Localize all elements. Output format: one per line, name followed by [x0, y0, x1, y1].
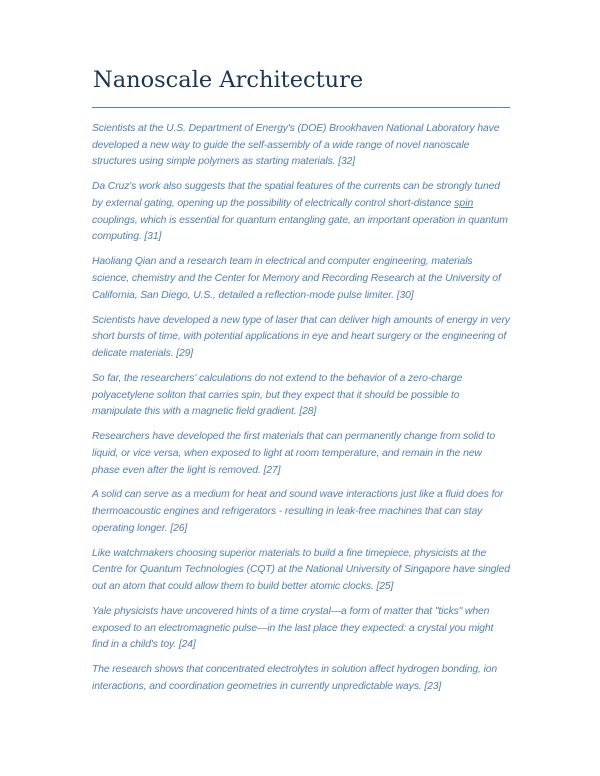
paragraph-25: [92, 546, 510, 596]
paragraph-text: Scientists have developed a new type of laser that can deliver high amounts of energy in very short bursts of time, with potential applications in eye and heart surgery or the engineering of delicate materials. [29]: [92, 314, 510, 359]
paragraph-30: [92, 254, 510, 304]
article-body: [92, 121, 510, 704]
paragraph-27: [92, 429, 510, 479]
paragraph-text-after-link: couplings, which is essential for quantum entangling gate, an important operation in quantum computing. [31]: [92, 214, 508, 243]
paragraph-text: Researchers have developed the first materials that can permanently change from solid to liquid, or vice versa, when exposed to light at room temperature, and remain in the new phase even after the light is removed. [27]: [92, 431, 495, 476]
paragraph-text: Like watchmakers choosing superior materials to build a fine timepiece, physicists at the Centre for Quantum Technologies (CQT) at the National University of Singapore have singled out an atom that could allow them to build better atomic clocks. [25]: [92, 547, 510, 593]
paragraph-text: Haoliang Qian and a research team in electrical and computer engineering, materials science, chemistry and the Center for Memory and Recording Research at the University of California, San Diego, U.S., detailed a reflection-mode pulse limiter. [30]: [92, 256, 501, 301]
spin-link[interactable]: spin: [454, 198, 474, 209]
paragraph-28: [92, 371, 510, 421]
paragraph-text: The research shows that concentrated electrolytes in solution affect hydrogen bonding, ion interactions, and coordination geometries in currently unpredictable ways. [23]: [92, 664, 498, 693]
paragraph-31: [92, 179, 510, 246]
paragraph-text-before-link: Da Cruz's work also suggests that the spatial features of the currents can be strongly tuned by external gating, opening up the possibility of electrically control short-distance: [92, 181, 500, 209]
paragraph-text: Scientists at the U.S. Department of Energy's (DOE) Brookhaven National Laboratory have developed a new way to guide the self-assembly of a wide range of novel nanoscale structures using simple polymers as starting materials. [32]: [92, 123, 500, 168]
paragraph-32: [92, 121, 510, 171]
paragraph-23: [92, 662, 510, 695]
paragraph-text: Yale physicists have uncovered hints of a time crystal—a form of matter that "ticks" when exposed to an electromagnetic pulse—in the last place they expected: a crystal you might find in a child's toy. [24]: [92, 606, 494, 651]
paragraph-24: [92, 604, 510, 654]
paragraph-29: [92, 313, 510, 363]
title-underline-rule: [92, 107, 510, 108]
paragraph-text: So far, the researchers' calculations do not extend to the behavior of a zero-charge polyacetylene soliton that carries spin, but they expect that it should be possible to manipulate this with a magnetic field gradient. [28]: [92, 372, 463, 418]
paragraph-26: [92, 487, 510, 537]
paragraph-text: A solid can serve as a medium for heat and sound wave interactions just like a fluid does for thermoacoustic engines and refrigerators - resulting in leak-free machines that can stay operating longer. [26]: [92, 489, 504, 534]
page-title: Nanoscale Architecture: [93, 67, 364, 93]
